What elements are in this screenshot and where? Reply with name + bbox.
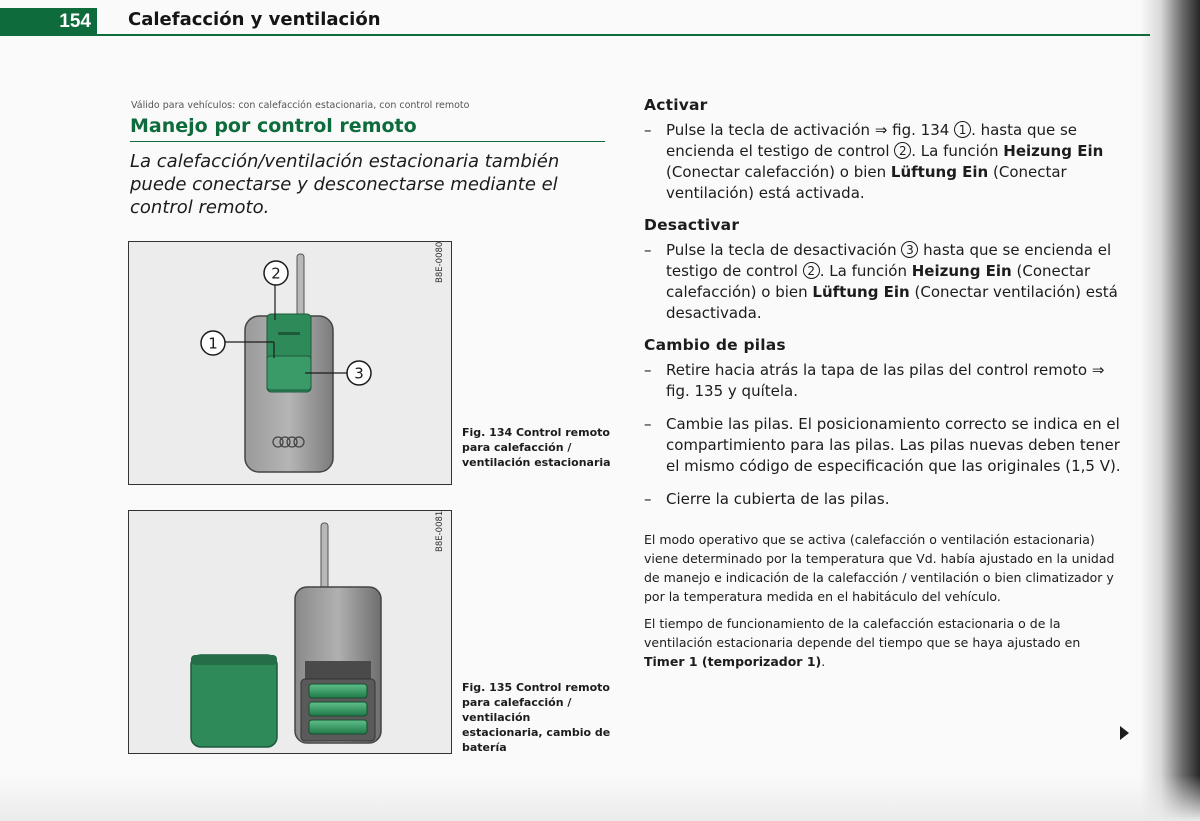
section-rule <box>130 141 605 142</box>
step-desactivar: – Pulse la tecla de desactivación 3 hasta que se encienda el testigo de control 2 . La función Heizung Ein (Conectar calefacción) o bien Lüftung Ein (Conectar ventilación) está desactivada. <box>644 240 1122 324</box>
battery-cover <box>191 655 277 747</box>
off-button <box>267 356 311 390</box>
figure-135-caption: Fig. 135 Control remoto para calefacción / ventilación estacionaria, cambio de batería <box>462 681 611 754</box>
continue-arrow-icon <box>1120 726 1129 740</box>
header-rule <box>0 34 1150 36</box>
callout-ref-1: 1 <box>954 121 971 138</box>
callout-3 <box>347 361 371 385</box>
batteries <box>309 684 367 734</box>
heading-cambio-pilas: Cambio de pilas <box>644 336 786 354</box>
indicator-lamp <box>278 332 300 335</box>
battery-cover-edge <box>191 655 277 665</box>
step-pilas-2: – Cambie las pilas. El posicionamiento correcto se indica en el compartimiento para las pilas. Las pilas nuevas deben tener el mismo código de especificación que las originales (1,5 V). <box>644 414 1122 477</box>
heading-activar: Activar <box>644 96 708 114</box>
figure-135 <box>128 510 452 754</box>
figure-code: B8E-0080 <box>435 242 445 284</box>
page-bottom-bleed <box>0 775 1200 821</box>
callout-ref-2: 2 <box>894 142 911 159</box>
callout-2-label: 2 <box>271 264 281 283</box>
step-activar: – Pulse la tecla de activación ⇒ fig. 134 1 . hasta que se encienda el testigo de control 2 . La función Heizung Ein (Conectar calefacción) o bien Lüftung Ein (Conectar ventilación) está activada. <box>644 120 1122 204</box>
callout-3-label: 3 <box>354 364 364 383</box>
page-binding-shadow <box>1140 0 1200 821</box>
step-pilas-1: – Retire hacia atrás la tapa de las pilas del control remoto ⇒ fig. 135 y quítela. <box>644 360 1122 402</box>
heading-desactivar: Desactivar <box>644 216 740 234</box>
running-title: Calefacción y ventilación <box>128 9 381 30</box>
note-run-time: El tiempo de funcionamiento de la calefacción estacionaria o de la ventilación estacionaria depende del tiempo que se haya ajustado en Timer 1 (temporizador 1). <box>644 616 1081 669</box>
step-pilas-3: – Cierre la cubierta de las pilas. <box>644 489 1122 510</box>
page-number: 154 <box>0 8 97 35</box>
antenna <box>321 523 328 591</box>
callout-ref-3: 3 <box>901 241 918 258</box>
note-operating-mode: El modo operativo que se activa (calefacción o ventilación estacionaria) viene determinado por la temperatura que Vd. había ajustado en la unidad de manejo e indicación de la calefacción / ventilación o bien climatizador y por la temperatura medida en el habitáculo del vehículo. <box>644 532 1115 604</box>
circuit-area <box>305 661 371 679</box>
figure-code: B8E-0081 <box>435 511 445 553</box>
figure-134-caption: Fig. 134 Control remoto para calefacción / ventilación estacionaria <box>462 426 611 469</box>
figure-134 <box>128 241 452 485</box>
callout-ref-2: 2 <box>803 262 820 279</box>
section-title: Manejo por control remoto <box>130 115 417 137</box>
validity-note: Válido para vehículos: con calefacción estacionaria, con control remoto <box>131 100 470 111</box>
callout-2 <box>264 261 288 285</box>
remote-control-illustration <box>129 242 451 484</box>
callout-1 <box>201 331 225 355</box>
lead-paragraph: La calefacción/ventilación estacionaria también puede conectarse y desconectarse mediante el control remoto. <box>130 151 560 218</box>
battery-change-illustration <box>129 511 451 753</box>
callout-1-label: 1 <box>208 334 218 353</box>
instructions-column <box>644 96 1122 679</box>
